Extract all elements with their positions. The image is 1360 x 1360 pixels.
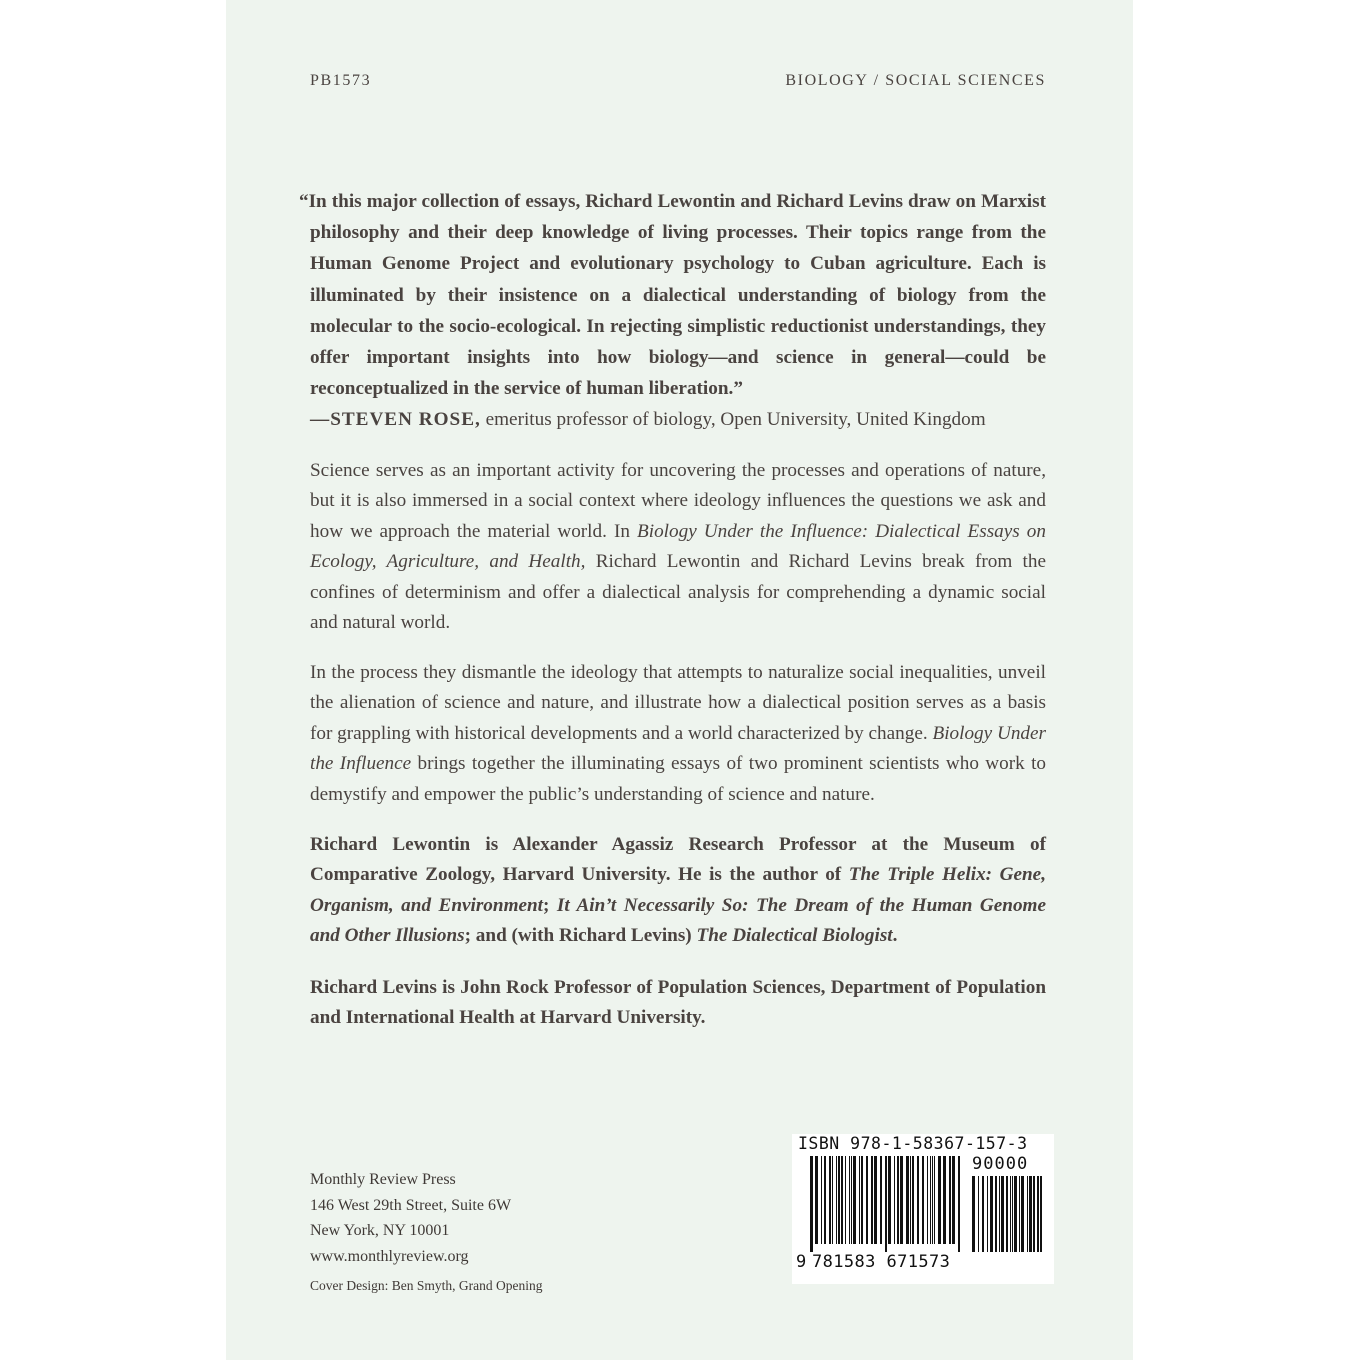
description-paragraph-2: [310, 658, 1046, 810]
category-label: BIOLOGY / SOCIAL SCIENCES: [785, 72, 1046, 89]
p2-text-a: In the process they dismantle the ideology that attempts to naturalize social inequalities, unveil the alienation of science and nature, and illustrate how a dialectical position serves as a basis for grappling with historical developments and a world characterized by change.: [310, 662, 1046, 744]
cover-design-credit: Cover Design: Ben Smyth, Grand Opening: [310, 1278, 543, 1293]
isbn-barcode: [792, 1134, 1054, 1284]
description-paragraph-1: [310, 456, 1046, 638]
isbn-text: ISBN 978-1-58367-157-3: [798, 1134, 1028, 1153]
lewontin-bio-text: Richard Lewontin is Alexander Agassiz Research Professor at the Museum of Comparative Zoology, Harvard University. He is the author of: [310, 834, 1046, 886]
publisher-city: New York, NY 10001: [310, 1222, 450, 1239]
publisher-url[interactable]: www.monthlyreview.org: [310, 1247, 469, 1265]
author-bio-levins: Richard Levins is John Rock Professor of Population Sciences, Department of Population and International Health at Harvard University.: [310, 977, 1046, 1029]
quote-attribution: [310, 404, 1046, 435]
lewontin-book-3: The Dialectical Biologist: [696, 925, 893, 947]
p2-text-b: brings together the illuminating essays of two prominent scientists who work to demystify and empower the public’s understanding of science and nature.: [310, 753, 1046, 805]
product-code: PB1573: [310, 72, 372, 89]
publisher-info: [310, 1167, 542, 1299]
publisher-name: Monthly Review Press: [310, 1171, 456, 1188]
barcode-digits: 781583 671573: [812, 1252, 951, 1272]
lewontin-end: .: [892, 925, 898, 947]
publisher-street: 146 West 29th Street, Suite 6W: [310, 1196, 512, 1214]
barcode-addon-digits: 90000: [972, 1154, 1029, 1174]
endorsement-quote: [299, 186, 1046, 436]
lewontin-sep-2: ; and (with Richard Levins): [464, 925, 697, 947]
p1-text-a: Science serves as an important activity for uncovering the processes and operations of nature, but it is also immersed in a social context where ideology influences the questions we ask and how we approach the material world. In: [310, 460, 1046, 542]
lewontin-book-2: It Ain’t Necessarily So: The Dream of the Human Genome and Other Illusions: [310, 894, 1046, 947]
lewontin-book-1: The Triple Helix: Gene, Organism, and Environment: [310, 864, 1046, 916]
barcode-first-digit: 9: [796, 1252, 807, 1272]
attribution-role: emeritus professor of biology, Open University, United Kingdom: [480, 409, 986, 431]
p1-book-title: Biology Under the Influence: Dialectical Essays on Ecology, Agriculture, and Health,: [310, 520, 1046, 573]
book-back-cover: [226, 0, 1133, 1360]
p1-text-b: Richard Lewontin and Richard Levins break from the confines of determinism and offer a dialectical analysis for comprehending a dynamic social and natural world.: [310, 551, 1046, 634]
author-bio-lewontin: [310, 830, 1046, 952]
attribution-name: —STEVEN ROSE,: [310, 409, 481, 431]
lewontin-sep-1: ;: [543, 894, 557, 916]
p2-book-title: Biology Under the Influence: [310, 722, 1046, 775]
quote-text: “In this major collection of essays, Richard Lewontin and Richard Levins draw on Marxist philosophy and their deep knowledge of living processes. Their topics range from the Human Genome Project and evolutionary psychology to Cuban agriculture. Each is illuminated by their insistence on a dialectical understanding of biology from the molecular to the socio-ecological. In rejecting simplistic reductionist understandings, they offer important insights into how biology—and science in general—could be reconceptualized in the service of human liberation.”: [299, 191, 1046, 400]
